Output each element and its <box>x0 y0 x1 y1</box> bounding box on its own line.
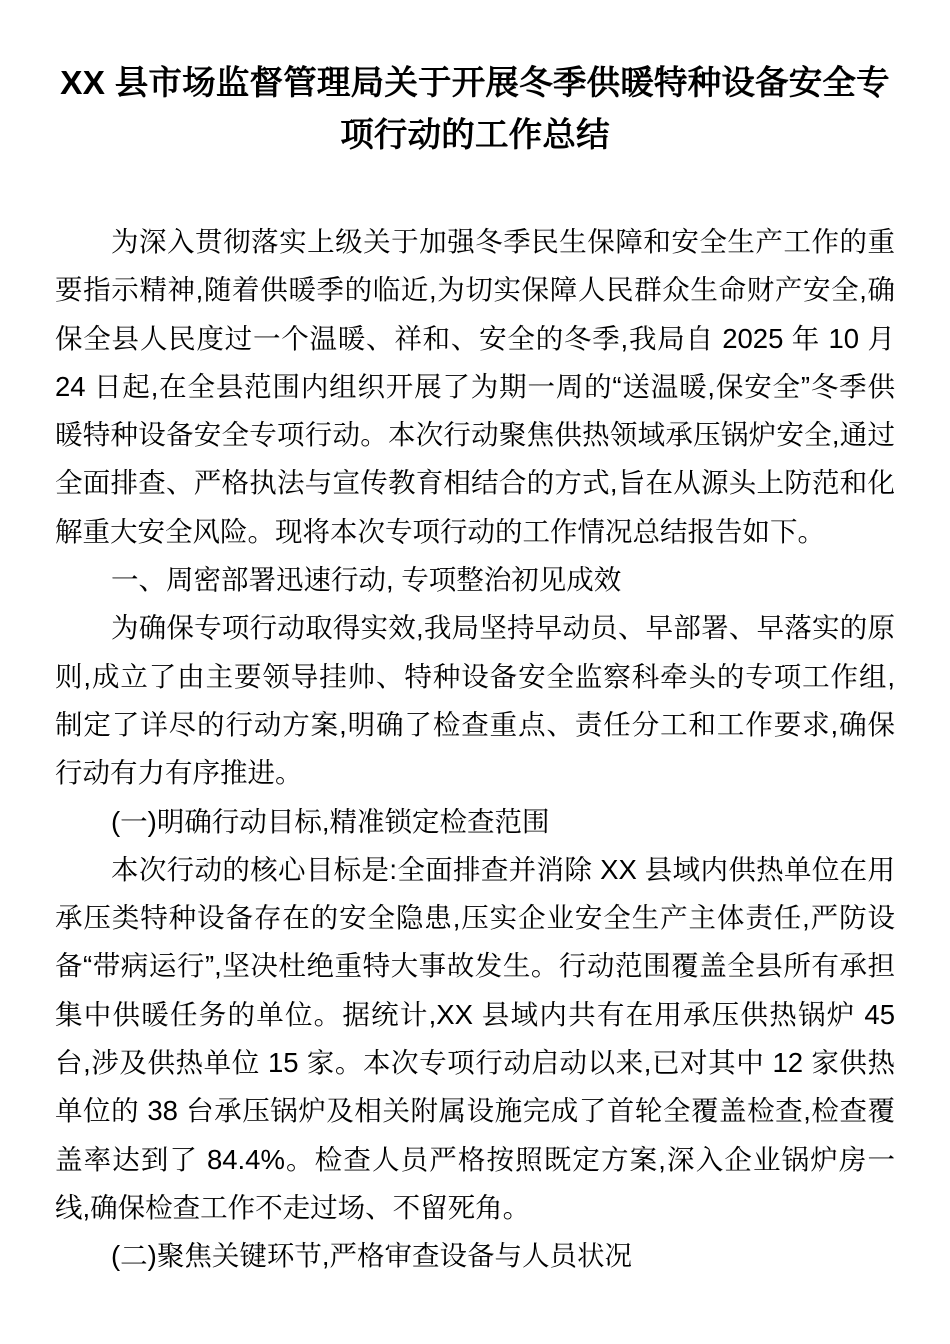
subsection-heading-two: (二)聚焦关键环节,严格审查设备与人员状况 <box>111 1240 632 1272</box>
page-title: XX 县市场监督管理局关于开展冬季供暖特种设备安全专项行动的工作总结 <box>60 65 890 154</box>
subsection-heading-one: (一)明确行动目标,精准锁定检查范围 <box>111 805 550 837</box>
section-heading-one: 一、周密部署迅速行动, 专项整治初见成效 <box>111 564 622 596</box>
intro-paragraph: 为深入贯彻落实上级关于加强冬季民生保障和安全生产工作的重要指示精神,随着供暖季的临近,为切实保障人民群众生命财产安全,确保全县人民度过一个温暖、祥和、安全的冬季,我局自 2025 年 10 月 24 日起,在全县范围内组织开展了为期一周的“送温暖,保安全”冬季供暖特种设备安全专项行动。本次行动聚焦供热领域承压锅炉安全,通过全面排查、严格执法与宣传教育相结合的方式,旨在从源头上防范和化解重大安全风险。现将本次专项行动的工作情况总结报告如下。 <box>55 226 895 547</box>
title-spacer <box>55 162 895 218</box>
section-one-paragraph: 为确保专项行动取得实效,我局坚持早动员、早部署、早落实的原则,成立了由主要领导挂帅、特种设备安全监察科牵头的专项工作组,制定了详尽的行动方案,明确了检查重点、责任分工和工作要求,确保行动有力有序推进。 <box>55 612 895 789</box>
document-body <box>55 0 895 1281</box>
subsection-one-paragraph: 本次行动的核心目标是:全面排查并消除 XX 县域内供热单位在用承压类特种设备存在的安全隐患,压实企业安全生产主体责任,严防设备“带病运行”,坚决杜绝重特大事故发生。行动范围覆盖全县所有承担集中供暖任务的单位。据统计,XX 县域内共有在用承压供热锅炉 45 台,涉及供热单位 15 家。本次专项行动启动以来,已对其中 12 家供热单位的 38 台承压锅炉及相关附属设施完成了首轮全覆盖检查,检查覆盖率达到了 84.4%。检查人员严格按照既定方案,深入企业锅炉房一线,确保检查工作不走过场、不留死角。 <box>55 853 896 1223</box>
